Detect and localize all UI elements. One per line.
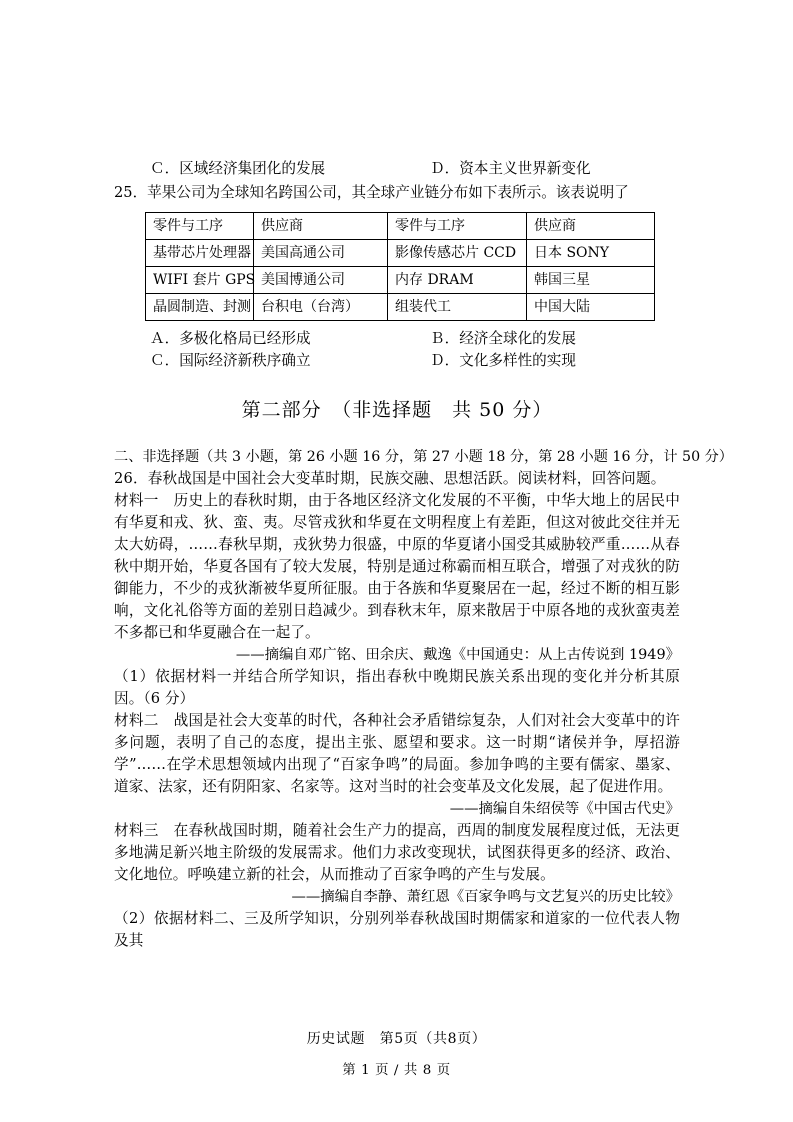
- table-cell: 日本 SONY: [527, 240, 655, 267]
- table-row: [146, 240, 655, 267]
- table-cell: 影像传感芯片 CCD: [388, 240, 527, 267]
- table-header-row: [146, 213, 655, 240]
- option-c-prev: Ｃ．区域经济集团化的发展: [150, 160, 326, 177]
- table-cell: 中国大陆: [527, 294, 655, 321]
- section-two-intro: 二、非选择题（共 3 小题，第 26 小题 16 分，第 27 小题 18 分，第 28 小题 16 分，计 50 分）: [114, 449, 733, 465]
- table-header-cell: 零件与工序: [388, 213, 527, 240]
- table-header-cell: 零件与工序: [146, 213, 254, 240]
- table-header-cell: 供应商: [254, 213, 388, 240]
- supply-chain-table: [145, 212, 655, 321]
- question-25-options-row-cd: [114, 350, 680, 372]
- question-26-stem: 26．春秋战国是中国社会大变革时期，民族交融、思想活跃。阅读材料，回答问题。: [114, 470, 666, 487]
- material-three-citation: ——摘编自李静、萧红恩《百家争鸣与文艺复兴的历史比较》: [291, 889, 680, 905]
- option-d-prev: Ｄ．资本主义世界新变化: [430, 160, 591, 177]
- material-two: 材料二 战国是社会大变革的时代，各种社会矛盾错综复杂，人们对社会大变革中的许多问题，表明了自己的态度，提出主张、愿望和要求。这一时期“诸侯并争，厚招游学”……在学术思想领域内出现了“百家争鸣”的局面。参加争鸣的主要有儒家、墨家、道家、法家，还有阴阳家、名家等。这对当时的社会变革及文化发展，起了促进作用。: [114, 712, 680, 795]
- option-d: Ｄ．文化多样性的实现: [430, 352, 576, 369]
- footer-document-title: 历史试题 第5页（共8页）: [306, 1031, 487, 1047]
- option-b: Ｂ．经济全球化的发展: [430, 330, 576, 347]
- table-row: [146, 267, 655, 294]
- option-a: Ａ．多极化格局已经形成: [150, 330, 311, 347]
- material-three: 材料三 在春秋战国时期，随着社会生产力的提高，西周的制度发展程度过低，无法更多地满足新兴地主阶级的发展需求。他们力求改变现状，试图获得更多的经济、政治、文化地位。呼唤建立新的社会，从而推动了百家争鸣的产生与发展。: [114, 822, 680, 883]
- material-one-citation: ——摘编自邓广铭、田余庆、戴逸《中国通史：从上古传说到 1949》: [235, 647, 680, 663]
- page-content: [114, 158, 733, 952]
- sub-question-2: （2）依据材料二、三及所学知识，分别列举春秋战国时期儒家和道家的一位代表人物及其: [114, 910, 680, 949]
- table-row: [146, 294, 655, 321]
- table-cell: 内存 DRAM: [388, 267, 527, 294]
- table-cell: 台积电（台湾）: [254, 294, 388, 321]
- material-two-citation: ——摘编自朱绍侯等《中国古代史》: [449, 801, 680, 817]
- footer-page-number: 第 1 页 / 共 8 页: [342, 1063, 451, 1078]
- table-cell: 组装代工: [388, 294, 527, 321]
- sub-question-1: （1）依据材料一并结合所学知识，指出春秋中晚期民族关系出现的变化并分析其原因。（6 分）: [114, 668, 680, 707]
- question-25-stem: 25．苹果公司为全球知名跨国公司，其全球产业链分布如下表所示。该表说明了: [114, 184, 629, 201]
- question-25-options-row-ab: [114, 328, 680, 350]
- table-cell: WIFI 套片 GPS: [146, 267, 254, 294]
- table-cell: 美国博通公司: [254, 267, 388, 294]
- option-c: Ｃ．国际经济新秩序确立: [150, 352, 311, 369]
- table-header-cell: 供应商: [527, 213, 655, 240]
- table-cell: 晶圆制造、封测: [146, 294, 254, 321]
- table-cell: 韩国三星: [527, 267, 655, 294]
- question-24-options-row: [114, 158, 680, 180]
- table-cell: 美国高通公司: [254, 240, 388, 267]
- table-cell: 基带芯片处理器: [146, 240, 254, 267]
- material-one: 材料一 历史上的春秋时期，由于各地区经济文化发展的不平衡，中华大地上的居民中有华夏和戎、狄、蛮、夷。尽管戎狄和华夏在文明程度上有差距，但这对彼此交往并无太大妨碍，……春秋早期，戎狄势力很盛，中原的华夏诸小国受其威胁较严重……从春秋中期开始，华夏各国有了较大发展，特别是通过称霸而相互联合，增强了对戎狄的防御能力，不少的戎狄渐被华夏所征服。由于各族和华夏聚居在一起，经过不断的相互影响，文化礼俗等方面的差别日趋减少。到春秋末年，原来散居于中原各地的戎狄蛮夷差不多都已和华夏融合在一起了。: [114, 492, 680, 641]
- part-two-heading: 第二部分 （非选择题 共 50 分）: [241, 399, 553, 421]
